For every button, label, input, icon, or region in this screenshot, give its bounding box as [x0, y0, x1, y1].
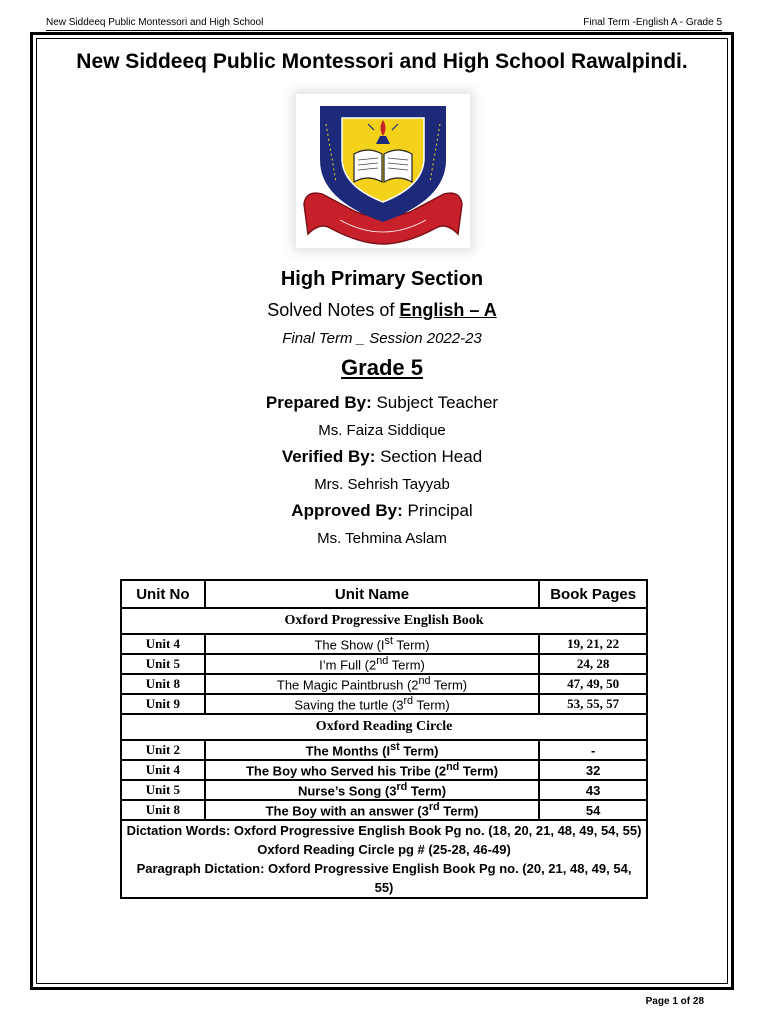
section-row: [121, 714, 647, 740]
table-row: [121, 740, 647, 760]
book-pages: 32: [539, 760, 647, 780]
unit-no: Unit 8: [121, 800, 205, 820]
school-logo: [296, 94, 470, 248]
approved-label: Approved By:: [291, 501, 403, 520]
table-row: [121, 760, 647, 780]
header-book-pages: Book Pages: [539, 580, 647, 608]
book-pages: 24, 28: [539, 654, 647, 674]
table-row: [121, 780, 647, 800]
verified-role: Section Head: [375, 447, 483, 466]
table-row: [121, 674, 647, 694]
section-title: Oxford Progressive English Book: [121, 608, 647, 634]
unit-name: I’m Full (2nd Term): [205, 654, 540, 674]
table-row: [121, 634, 647, 654]
dictation-notes: [121, 820, 647, 898]
unit-no: Unit 2: [121, 740, 205, 760]
approved-name: Ms. Tehmina Aslam: [317, 530, 447, 547]
subject-name: English – A: [399, 300, 497, 320]
header-unit-no: Unit No: [121, 580, 205, 608]
prepared-by: [36, 393, 728, 413]
note-paragraph-dictation: Paragraph Dictation: Oxford Progressive English Book Pg no. (20, 21, 48, 49, 54, 55): [136, 861, 632, 895]
table-row: [121, 800, 647, 820]
header-course: Final Term -English A - Grade 5: [583, 17, 722, 28]
unit-name: The Boy who Served his Tribe (2nd Term): [205, 760, 540, 780]
prepared-role: Subject Teacher: [371, 393, 499, 412]
prepared-label: Prepared By:: [265, 393, 372, 412]
school-title: New Siddeeq Public Montessori and High School Rawalpindi.: [76, 50, 688, 73]
header-unit-name: Unit Name: [205, 580, 540, 608]
unit-name: Saving the turtle (3rd Term): [205, 694, 540, 714]
term-line: Final Term _ Session 2022-23: [282, 330, 482, 347]
note-dictation-words: Dictation Words: Oxford Progressive English Book Pg no. (18, 20, 21, 48, 49, 54, 55): [126, 823, 642, 838]
book-pages: 53, 55, 57: [539, 694, 647, 714]
notes-row: [121, 820, 647, 898]
table-row: [121, 694, 647, 714]
units-table: [120, 579, 648, 899]
approved-role: Principal: [402, 501, 473, 520]
prepared-name: Ms. Faiza Siddique: [318, 422, 446, 439]
book-pages: 43: [539, 780, 647, 800]
unit-name: The Show (Ist Term): [205, 634, 540, 654]
book-pages: -: [539, 740, 647, 760]
verified-label: Verified By:: [281, 447, 376, 466]
header-school: New Siddeeq Public Montessori and High School: [46, 17, 264, 28]
unit-no: Unit 5: [121, 780, 205, 800]
section-row: [121, 608, 647, 634]
subject-line: [36, 300, 728, 321]
unit-no: Unit 8: [121, 674, 205, 694]
table-header-row: [121, 580, 647, 608]
book-pages: 47, 49, 50: [539, 674, 647, 694]
unit-no: Unit 9: [121, 694, 205, 714]
book-pages: 54: [539, 800, 647, 820]
running-header: [46, 16, 722, 31]
note-reading-circle: Oxford Reading Circle pg # (25-28, 46-49): [257, 842, 511, 857]
page-number: Page 1 of 28: [645, 996, 704, 1007]
section-title: Oxford Reading Circle: [121, 714, 647, 740]
unit-no: Unit 5: [121, 654, 205, 674]
unit-name: The Magic Paintbrush (2nd Term): [205, 674, 540, 694]
approved-by: [36, 501, 728, 521]
unit-name: The Months (Ist Term): [205, 740, 540, 760]
subject-prefix: Solved Notes of: [267, 300, 400, 320]
unit-name: Nurse’s Song (3rd Term): [205, 780, 540, 800]
unit-no: Unit 4: [121, 634, 205, 654]
unit-name: The Boy with an answer (3rd Term): [205, 800, 540, 820]
verified-by: [36, 447, 728, 467]
grade-heading: Grade 5: [341, 355, 423, 380]
verified-name: Mrs. Sehrish Tayyab: [314, 476, 450, 493]
unit-no: Unit 4: [121, 760, 205, 780]
table-row: [121, 654, 647, 674]
section-heading: High Primary Section: [280, 268, 484, 290]
book-pages: 19, 21, 22: [539, 634, 647, 654]
